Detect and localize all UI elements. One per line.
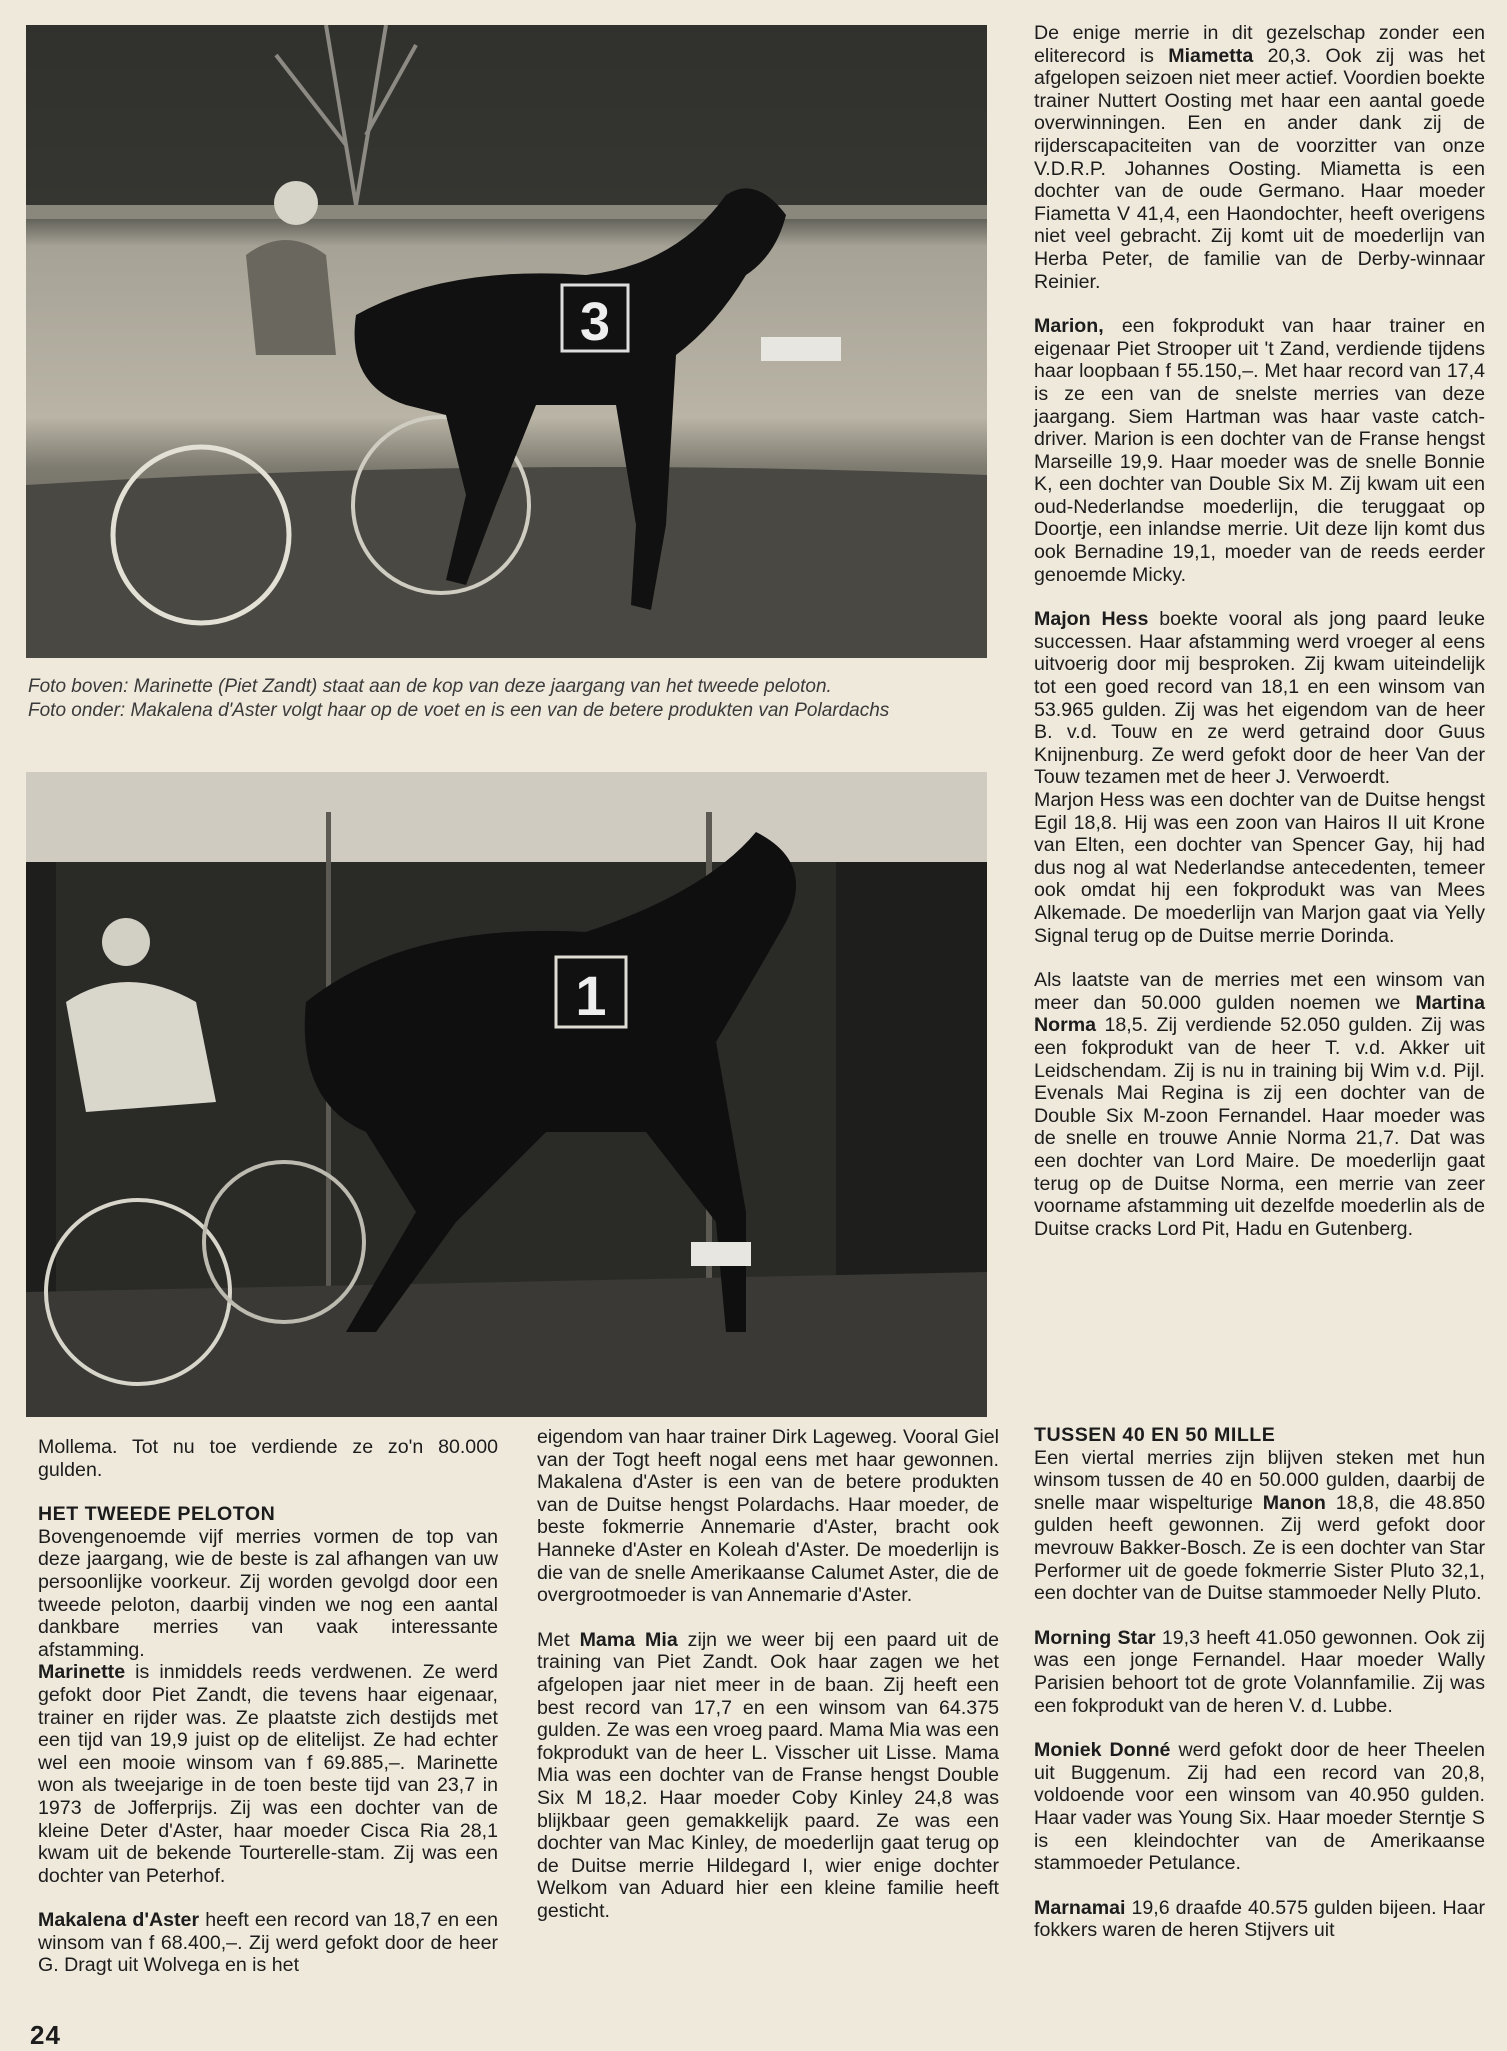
- section-heading-40-50-mille: TUSSEN 40 EN 50 MILLE: [1034, 1424, 1276, 1446]
- horse-name-miametta: Miametta: [1168, 44, 1254, 67]
- horse-name-moniek-donne: Moniek Donné: [1034, 1739, 1171, 1762]
- paragraph-mama-mia: [537, 1629, 999, 1923]
- article-column-2: [537, 1426, 999, 1944]
- article-column-1: [38, 1436, 498, 1999]
- page-number: 24: [30, 2020, 61, 2050]
- paragraph-morning-star: [1034, 1627, 1485, 1717]
- photo-top-harness-race: [26, 25, 987, 658]
- paragraph-moniek-donne: [1034, 1739, 1485, 1875]
- horse-name-majon-hess: Majon Hess: [1034, 608, 1149, 631]
- text-run: een fokprodukt van haar trainer en eigenaar Piet Strooper uit 't Zand, verdiende tijdens haar loopbaan f 55.150,–. Met haar record van 17,4 is ze een van de snelste merries van deze jaargang. Siem Hartman was haar vaste catch-driver. Marion is een dochter van de Franse hengst Marseille 19,9. Haar moeder was de snelle Bonnie K, een dochter van Double Six M. Zij kwam uit een oud-Nederlandse moederlijn, die teruggaat op Doortje, een inlandse merrie. Uit deze lijn komt dus ook Bernadine 19,1, moeder van de reeds eerder genoemde Micky.: [1034, 315, 1485, 586]
- text-run: Een viertal merries zijn blijven steken met hun winsom tussen de 40 en 50.000 gulden, daarbij de snelle maar wispelturige: [1034, 1446, 1485, 1514]
- caption-line-2: Foto onder: Makalena d'Aster volgt haar op de voet en is een van de betere produkten van Polardachs: [28, 700, 890, 721]
- horse-name-martina-norma: Martina Norma: [1034, 991, 1485, 1037]
- text-run: Als laatste van de merries met een winsom van meer dan 50.000 gulden noemen we: [1034, 969, 1485, 1014]
- photo-caption: [28, 675, 988, 723]
- horse-name-mama-mia: Mama Mia: [579, 1628, 678, 1651]
- horse-name-makalena: Makalena d'Aster: [38, 1909, 200, 1932]
- paragraph-majon-hess: [1034, 608, 1485, 789]
- photo-bottom-harness-race: [26, 772, 987, 1417]
- horse-name-marion: Marion,: [1034, 315, 1104, 338]
- paragraph-mollema: Mollema. Tot nu toe verdiende ze zo'n 80.000 gulden.: [38, 1436, 498, 1481]
- text-run: zijn we weer bij een paard uit de training van Piet Zandt. Ook haar zagen we het afgelopen jaar niet meer in de baan. Zij heeft een best record van 17,7 en een winsom van 64.375 gulden. Ze was een vroeg paard. Mama Mia was een fokprodukt van de heer L. Visscher uit Lisse. Mama Mia was een dochter van de Franse hengst Double Six M 18,2. Haar moeder Coby Kinley 24,8 was blijkbaar geen gemakkelijk paard. Ze was een dochter van Mac Kinley, de moederlijn gaat terug op de Duitse merrie Hildegard I, wier enige dochter Welkom van Aduard hier een kleine familie heeft gesticht.: [537, 1628, 999, 1922]
- text-run: Met: [537, 1628, 580, 1651]
- paragraph-marnamai: [1034, 1897, 1485, 1942]
- race-number-top: 3: [579, 292, 611, 352]
- article-column-3: [1034, 1424, 1485, 1964]
- text-run: werd gefokt door de heer Theelen uit Buggenum. Zij had een record van 20,8, voldoende voor een winsom van 40.950 gulden. Haar vader was Young Six. Haar moeder Sterntje S is een kleindochter van de Amerikaanse stammoeder Petulance.: [1034, 1739, 1485, 1875]
- paragraph-makalena: [38, 1909, 498, 1977]
- caption-line-1: Foto boven: Marinette (Piet Zandt) staat aan de kop van deze jaargang van het tweede peloton.: [28, 676, 832, 697]
- paragraph-manon: [1034, 1447, 1485, 1605]
- section-heading-tweede-peloton: HET TWEEDE PELOTON: [38, 1503, 276, 1526]
- text-run: 19,6 draafde 40.575 gulden bijeen. Haar fokkers waren de heren Stijvers uit: [1034, 1896, 1485, 1942]
- text-run: heeft een record van 18,7 en een winsom van f 68.400,–. Zij werd gefokt door de heer G. Dragt uit Wolvega en is het: [38, 1909, 498, 1977]
- text-run: 20,3. Ook zij was het afgelopen seizoen niet meer actief. Voordien boekte trainer Nuttert Oosting met haar een aantal goede overwinningen. Een en ander dank zij de rijderscapaciteiten van de voorzitter van onze V.D.R.P. Johannes Oosting. Miametta is een dochter van de oude Germano. Haar moeder Fiametta V 41,4, een Haondochter, heeft overigens niet veel gebracht. Zij komt uit de moederlijn van Herba Peter, de familie van de Derby-winnaar Reinier.: [1034, 44, 1485, 293]
- race-number-bottom: 1: [575, 964, 607, 1027]
- horse-name-manon: Manon: [1262, 1491, 1326, 1514]
- paragraph-miametta: [1034, 22, 1485, 293]
- paragraph-makalena-continued: eigendom van haar trainer Dirk Lageweg. Vooral Giel van der Togt heeft nogal eens met haar gewonnen. Makalena d'Aster is een van de betere produkten van de Duitse hengst Polardachs. Haar moeder, de beste fokmerrie Annemarie d'Aster, bracht ook Hanneke d'Aster en Koleah d'Aster. De moederlijn is die van de snelle Amerikaanse Calumet Aster, die de overgrootmoeder is van Annemarie d'Aster.: [537, 1426, 999, 1607]
- text-run: De enige merrie in dit gezelschap zonder een eliterecord is: [1034, 22, 1485, 67]
- paragraph-marion: [1034, 315, 1485, 586]
- text-run: is inmiddels reeds verdwenen. Ze werd gefokt door Piet Zandt, die tevens haar eigenaar, trainer en rijder was. Ze plaatste zich destijds met een tijd van 19,9 juist op de elitelijst. Ze had echter wel een mooie winsom van f 69.885,–. Marinette won als tweejarige in de toen beste tijd van 23,7 in 1973 de Jofferprijs. Zij was een dochter van de kleine Deter d'Aster, haar moeder Cisca Ria 28,1 kwam uit de bekende Tourterelle-stam. Zij was een dochter van Peterhof.: [38, 1661, 498, 1887]
- text-run: 18,5. Zij verdiende 52.050 gulden. Zij was een fokprodukt van de heer T. v.d. Akker uit Leidschendam. Zij is nu in training bij Wim v.d. Pijl. Evenals Mai Regina is zij een dochter van de Double Six M-zoon Fernandel. Haar moeder was de snelle en trouwe Annie Norma 21,7. Dat was een dochter van Lord Maire. De moederlijn gaat terug op de Duitse Norma, een merrie van zeer voorname afstamming uit dezelfde moederlin als de Duitse cracks Lord Pit, Hadu en Gutenberg.: [1034, 1014, 1485, 1240]
- paragraph-marinette: [38, 1661, 498, 1887]
- article-column-right-top: [1034, 22, 1485, 1262]
- text-run: 19,3 heeft 41.050 gewonnen. Ook zij was een jonge Fernandel. Haar moeder Wally Parisien behoort tot de grote Volannfamilie. Zij was een fokprodukt van de heren V. d. Lubbe.: [1034, 1626, 1485, 1717]
- paragraph-marjon-hess: Marjon Hess was een dochter van de Duitse hengst Egil 18,8. Hij was een zoon van Hairos II uit Krone van Elten, een dochter van Spencer Gay, hij had dus nog al wat Nederlandse antecedenten, temeer ook omdat hij een fokprodukt was van Mees Alkemade. De moederlijn van Marjon gaat via Yelly Signal terug op de Duitse merrie Dorinda.: [1034, 789, 1485, 947]
- horse-name-morning-star: Morning Star: [1034, 1626, 1156, 1649]
- horse-name-marinette: Marinette: [38, 1661, 126, 1684]
- text-run: 18,8, die 48.850 gulden heeft gewonnen. Zij werd gefokt door mevrouw Bakker-Bosch. Ze is een dochter van Star Performer uit de goede fokmerrie Sister Pluto 32,1, een dochter van de Duitse stammoeder Nelly Pluto.: [1034, 1491, 1485, 1605]
- paragraph-intro: Bovengenoemde vijf merries vormen de top van deze jaargang, wie de beste is zal afhangen van uw persoonlijke voorkeur. Zij worden gevolgd door een tweede peloton, daarbij vinden we nog een aantal dankbare merries van vaak interessante afstamming.: [38, 1525, 498, 1661]
- horse-name-marnamai: Marnamai: [1034, 1896, 1126, 1919]
- text-run: boekte vooral als jong paard leuke successen. Haar afstamming werd vroeger al eens uitvoerig door mij besproken. Zij kwam uiteindelijk tot een goed record van 18,1 en een winsom van 53.965 gulden. Zij was het eigendom van de heer B. v.d. Touw en ze werd getraind door Guus Knijnenburg. Ze werd gefokt door de heer Van der Touw tezamen met de heer J. Verwoerdt.: [1034, 608, 1485, 789]
- paragraph-martina-norma: [1034, 969, 1485, 1240]
